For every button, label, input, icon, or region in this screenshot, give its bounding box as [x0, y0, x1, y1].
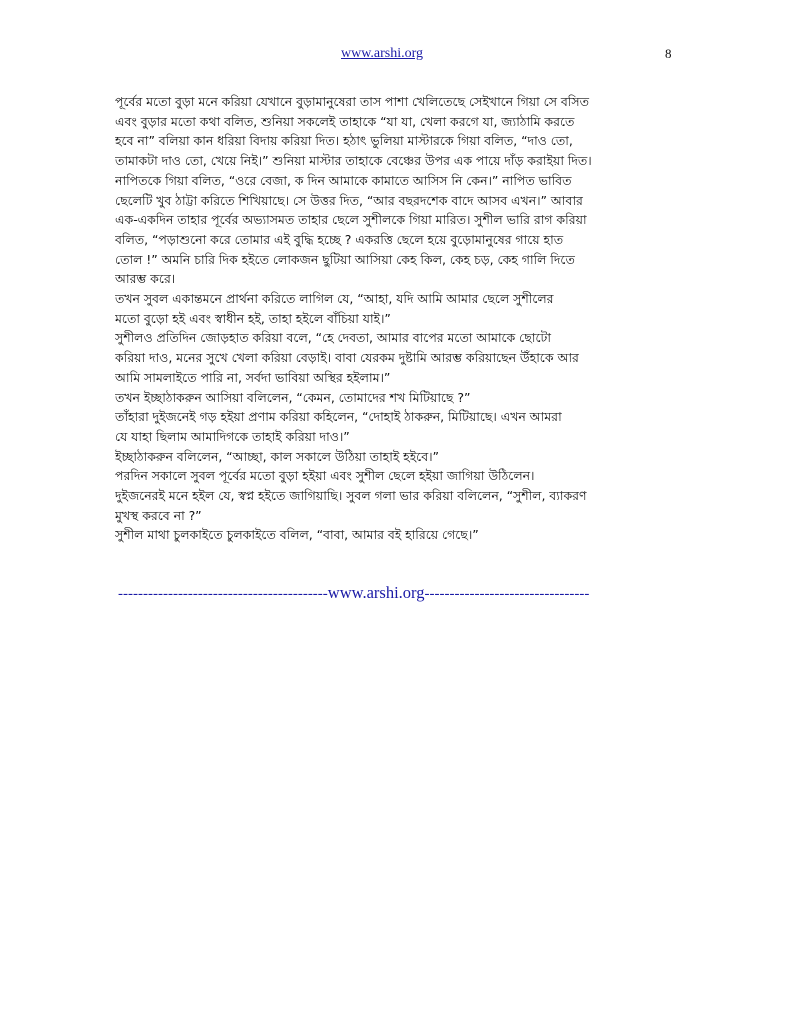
text-line: মুখস্থ করবে না ?” [115, 507, 202, 523]
text-line: নাপিতকে গিয়া বলিত, “ওরে বেজা, ক দিন আমাকে কামাতে আসিস নি কেন।” নাপিত ভাবিত [115, 172, 572, 188]
text-line: পূর্বের মতো বুড়া মনে করিয়া যেখানে বুড়ামানুষেরা তাস পাশা খেলিতেছে সেইখানে গিয়া সে বসিত [115, 94, 589, 109]
text-line: পরদিন সকালে সুবল পূর্বের মতো বুড়া হইয়া এবং সুশীল ছেলে হইয়া জাগিয়া উঠিলেন। [115, 468, 535, 484]
text-line: দুইজনেরই মনে হইল যে, স্বপ্ন হইতে জাগিয়াছি। সুবল গলা ভার করিয়া বলিলেন, “সুশীল, ব্যাকরণ [115, 488, 587, 504]
text-line: সুশীলও প্রতিদিন জোড়হাত করিয়া বলে, “হে দেবতা, আমার বাপের মতো আমাকে ছোটো [115, 330, 551, 346]
text-line: বলিত, “পড়াশুনো করে তোমার এই বুদ্ধি হচ্ছে ? একরত্তি ছেলে হয়ে বুড়োমানুষের গায়ে হাত [115, 231, 564, 247]
text-line: এক-একদিন তাহার পূর্বের অভ্যাসমত তাহার ছেলে সুশীলকে গিয়া মারিত। সুশীল ভারি রাগ করিয়া [115, 212, 587, 228]
text-line: তোল !” অমনি চারি দিক হইতে লোকজন ছুটিয়া আসিয়া কেহ কিল, কেহ চড়, কেহ গালি দিতে [115, 251, 575, 267]
text-line: ছেলেটি খুব ঠাট্টা করিতে শিখিয়াছে। সে উত্তর দিত, “আর বছরদশেক বাদে আসব এখন।” আবার [115, 192, 583, 208]
text-line: তামাকটা দাও তো, খেয়ে নিই।” শুনিয়া মাস্টার তাহাকে বেঞ্চের উপর এক পায়ে দাঁড় করাইয়া দিত। [115, 153, 592, 169]
text-line: ইচ্ছাঠাকরুন বলিলেন, “আচ্ছা, কাল সকালে উঠিয়া তাহাই হইবে।” [115, 448, 439, 464]
header-site-link[interactable]: www.arshi.org [341, 46, 424, 61]
text-line: আমি সামলাইতে পারি না, সর্বদা ভাবিয়া অস্থির হইলাম।” [115, 369, 391, 385]
text-line: আরম্ভ করে। [115, 271, 176, 287]
footer-divider-left: ------------------------------------------ [118, 586, 328, 602]
footer-divider-right: --------------------------------- [424, 586, 590, 602]
text-line: মতো বুড়ো হই এবং স্বাধীন হই, তাহা হইলে বাঁচিয়া যাই।” [115, 310, 391, 326]
page-header [0, 46, 791, 68]
text-line: যে যাহা ছিলাম আমাদিগকে তাহাই করিয়া দাও।” [115, 428, 350, 444]
text-line: হবে না” বলিয়া কান ধরিয়া বিদায় করিয়া দিত। হঠাৎ ভুলিয়া মাস্টারকে গিয়া বলিত, “দাও তো, [115, 133, 573, 149]
text-line: তখন সুবল একান্তমনে প্রার্থনা করিতে লাগিল যে, “আহা, যদি আমি আমার ছেলে সুশীলের [115, 291, 554, 307]
page-footer [118, 583, 678, 603]
text-line: সুশীল মাথা চুলকাইতে চুলকাইতে বলিল, “বাবা, আমার বই হারিয়ে গেছে।” [115, 527, 479, 543]
text-line: এবং বুড়ার মতো কথা বলিত, শুনিয়া সকলেই তাহাকে “যা যা, খেলা করগে যা, জ্যাঠামি করতে [115, 113, 575, 129]
text-line: করিয়া দাও, মনের সুখে খেলা করিয়া বেড়াই। বাবা যেরকম দুষ্টামি আরম্ভ করিয়াছেন উঁহাকে আর [115, 350, 579, 366]
footer-site-link[interactable]: www.arshi.org [327, 583, 425, 602]
body-text [115, 92, 695, 545]
page-number: 8 [665, 46, 672, 61]
text-line: তখন ইচ্ছাঠাকরুন আসিয়া বলিলেন, “কেমন, তোমাদের শখ মিটিয়াছে ?” [115, 389, 471, 405]
text-line: তাঁহারা দুইজনেই গড় হইয়া প্রণাম করিয়া কহিলেন, “দোহাই ঠাকরুন, মিটিয়াছে। এখন আমরা [115, 409, 562, 425]
